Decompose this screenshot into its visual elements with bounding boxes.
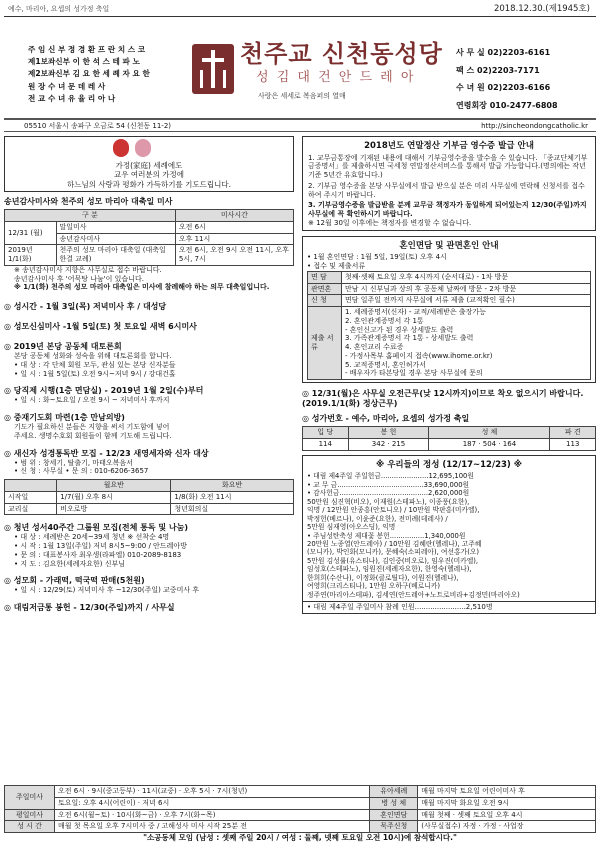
family-icon <box>113 139 129 157</box>
top-bar <box>4 3 596 17</box>
staff-list <box>28 44 188 105</box>
note: ※ 송년감사미사 지향은 사무실로 접수 바랍니다. <box>14 265 162 274</box>
right-column <box>302 136 596 614</box>
table-cell: 교리실 <box>5 503 57 515</box>
staff-line: 전 교 수 녀 유 율 리 아 나 <box>28 93 116 103</box>
staff-line: 제1보좌신부 이 한 석 스 테 파 노 <box>28 57 140 67</box>
doc-line: 3. 가족관계증명서 각 1통 - 상세발도 출력 <box>345 334 474 343</box>
family-icon <box>135 139 151 157</box>
table-cell: 오전 6시 <box>175 221 293 233</box>
table-cell: 342 · 215 <box>348 438 429 450</box>
staff-line: 주 임 신 부 정 경 환 프 란 치 스 코 <box>28 45 146 54</box>
staff-line: 원 장 수 녀 문 데 레 사 <box>28 81 106 91</box>
box-item: • 1월 혼인면담 : 1월 5일, 19일(토) 오후 4시 <box>307 253 447 262</box>
section-item: 주세요. 생명수호회 회원들이 함께 기도해 드립니다. <box>14 431 172 440</box>
table-cell: 관면혼 <box>308 283 342 295</box>
table-cell: 제출 서류 <box>308 307 342 380</box>
table-header: 미사시간 <box>175 210 293 222</box>
offer-line: 한희희(수산나), 이정화(클로틸다), 이원진(헬레나), <box>307 573 459 582</box>
table-cell: 1/8(화) 오전 11시 <box>171 491 294 503</box>
table-cell: 오전 6시, 오전 9시 오전 11시, 오후 5시, 7시 <box>175 245 293 266</box>
left-sections <box>4 302 294 476</box>
table-cell: 신 청 <box>308 295 342 307</box>
left-column <box>4 136 294 613</box>
section-item: 본당 공동체 성화와 성숙을 위해 대토론회를 합니다. <box>14 352 172 360</box>
section-item: • 일 시 : 12/29(토) 저녁미사 후 ~12/30(주일) 교중미사 후 <box>14 586 200 595</box>
table-cell: 성 시 간 <box>5 821 55 833</box>
greeting-line: 교우 여러분의 가정에 <box>114 170 184 180</box>
doc-line: 4. 혼인교리 수료증 <box>345 343 404 351</box>
section-title: ◎ 대림저금통 봉헌 - 12/30(주일)까지 / 사무실 <box>4 603 175 612</box>
docs-cell <box>342 307 591 380</box>
mass-table <box>4 209 294 266</box>
table-cell: 비오로방 <box>57 503 171 515</box>
table-cell: 병 성 체 <box>370 797 418 809</box>
offer-line: • 교 무 금........................................33,690,000원 <box>307 480 470 489</box>
issue-date: 2018.12.30.(제1945호) <box>493 4 590 14</box>
table-header: 입 당 <box>303 427 349 439</box>
table-header: 파 견 <box>550 427 596 439</box>
doc-line: 5. 교적증명서, 혼인허가서 <box>345 360 426 369</box>
section-title: ◎ 청년 성서40주간 그룹원 모집(전체 통독 및 나눔) <box>4 523 189 533</box>
section-title: ◎ 새신자 성경통독반 모집 - 12/23 새영세자와 신자 대상 <box>4 448 209 458</box>
doc-line: - 가정사목부 홈페이지 접속(www.ihome.or.kr) <box>345 351 493 360</box>
table-cell: 2019년 1/1(화) <box>5 245 57 266</box>
section-title: ◎ 2019년 본당 공동체 대토론회 <box>4 342 122 351</box>
section-item: • 범 위 : 창세기, 탈출기, 마태오복음서 <box>14 458 133 467</box>
attendance-line: • 대림 제4주일 주일미사 참례 인원.......................2,510명 <box>302 602 596 614</box>
offer-line: • 감사헌금.........................................2,620,000원 <box>307 489 470 498</box>
section-item: • 신 청 : 사무실 • 문 의 : 010-6206-3657 <box>14 467 149 476</box>
section-item: • 일 시 : 화~토요일 / 오전 9시 ~ 저녁미사 후까지 <box>14 396 170 405</box>
phone-line: 수 녀 원 02)2203-6166 <box>456 83 551 92</box>
doc-line: - 배우자가 타본당일 경우 본당 사무실에 문의 <box>345 369 483 378</box>
table-cell: 주일미사 <box>5 786 55 810</box>
table-cell: 면담 일주일 전까지 사무실에 서류 제출 (교적확인 필수) <box>342 295 591 307</box>
section-title: ◎ 성모회 - 가래떡, 떡국떡 판매(5천원) <box>4 576 145 586</box>
box-title: ※ 우리들의 정성 (12/17~12/23) ※ <box>375 459 523 470</box>
offer-line: • 주님성탄축성 제대꽃 봉헌................1,340,000원 <box>307 531 466 540</box>
table-header: 성 체 <box>429 427 550 439</box>
mass-title: 송년감사미사와 천주의 성모 마리아 대축일 미사 <box>4 197 173 206</box>
offer-line: (모니카), 박인화(모니카), 문혜숙(소피레아), 여선홍가(오) <box>307 548 480 557</box>
table-cell: 만남 시 신부님과 상의 후 공동체 날짜에 방문 - 2차 방문 <box>342 283 591 295</box>
section-item: • 문 의 : 대표봉사자 최우생(라파엘) 010-2089-8183 <box>14 550 182 559</box>
office-notice: ◎ 12/31(월)은 사무실 오전근무(낮 12시까지)이므로 착오 없으시기 바랍니다. (2019.1/1(화) 정상근무) <box>302 389 584 408</box>
section-item: • 대 상 : 세례받은 20세~39세 청년 ※ 선착순 4명 <box>14 533 170 542</box>
table-cell: 평일미사 <box>5 809 55 821</box>
table-header: 구 분 <box>5 210 176 222</box>
table-cell: 송년감사미사 <box>56 233 175 245</box>
phone-list <box>456 44 596 114</box>
note: ※ 1/1(화) 천주의 성모 마리아 대축일은 미사에 참례해야 하는 의무 대축일입니다. <box>14 283 270 292</box>
table-cell: 천주의 성모 마리아 대축일 (대축일 한결 교례) <box>56 245 175 266</box>
table-cell: 토요일: 오후 4시(어린이) · 저녁 6시 <box>55 797 370 809</box>
staff-line: 제2보좌신부 김 요 한 세 례 자 요 한 <box>28 69 150 79</box>
offer-line: 20만원 노종열(안드레아) / 10만원 김혜란(헬레나), 고주혜 <box>307 540 482 548</box>
section-item: • 일 시 : 1월 5일(토) 오전 9시~저녁 9시 / 강대건홀 <box>14 369 176 378</box>
wedding-table <box>307 271 591 380</box>
wedding-box <box>302 236 596 383</box>
table-cell: 오전 6시 · 9시(중고등부) · 11시(교중) · 오후 5시 · 7시(청년) <box>55 786 370 798</box>
table-cell: 말일미사 <box>56 221 175 233</box>
table-cell: (사무실접수) 자정 · 가정 · 사업장 <box>418 821 596 833</box>
doc-line: 1. 세례증명서(신자) - 교적/세례받은 출장가능 <box>345 308 486 316</box>
table-cell: 187 · 504 · 164 <box>429 438 550 450</box>
phone-line: 사 무 실 02)2203-6161 <box>456 48 551 57</box>
schedule-table-wrap <box>4 785 596 833</box>
table-cell: 면 담 <box>308 271 342 283</box>
address: 05510 서울시 송파구 오금로 54 (신천동 11-2) <box>24 122 172 130</box>
box-item: ※ 12월 30일 이후에는 책정자를 변경할 수 없습니다. <box>308 218 472 227</box>
greeting-line: 하느님의 사랑과 평화가 가득하기를 기도드립니다. <box>66 179 232 189</box>
section-title: ◎ 당직제 시행(1층 면담실) - 2019년 1월 2일(수)부터 <box>4 386 204 396</box>
table-cell: 유아세례 <box>370 786 418 798</box>
page-subtitle: 성 김 대 건 안 드 레 아 <box>256 70 416 85</box>
table-header: 봉 헌 <box>348 427 429 439</box>
section-title: ◎ 중재기도회 마련(1층 만남의방) <box>4 413 125 422</box>
offer-line: 5만원 심재영(아오스딩), 익명 <box>307 523 396 532</box>
table-cell: 오후 11시 <box>175 233 293 245</box>
table-cell: 매월 첫째 · 셋째 토요일 오후 4시 <box>418 809 596 821</box>
schedule-table <box>4 785 596 833</box>
table-cell: 묵주신청 <box>370 821 418 833</box>
table-cell: 청년회의실 <box>171 503 294 515</box>
feast-label: 예수, 마리아, 요셉의 성가정 축일 <box>8 5 110 13</box>
note: 송년감사미사 후 '어묵탕 나눔'이 있습니다. <box>14 274 144 283</box>
page-title: 천주교 신천동성당 <box>240 40 443 68</box>
table-cell: 매월 마지막 토요일 어린이미사 후 <box>418 786 596 798</box>
offering-box <box>302 455 596 603</box>
section-title: ◎ 성모신심미사 -1월 5일(토) 첫 토요일 새벽 6시미사 <box>4 322 197 331</box>
offer-line: 정주연(마리아스테파), 김세연(안드레아+노트로비라+김정민(마리아오) <box>307 590 520 599</box>
box-item: 1. 교무금통장에 기재된 내용에 대해서 기부금영수증을 발수을 수 있습니다. 「종교단체기부금증명서」를 제출하시면 국세청 연말정산서비스를 통해서 발급 가능합니다.(명의에는 작년 기준 5년간 유효합니다.) <box>308 153 588 180</box>
box-title: 혼인면담 및 관면혼인 안내 <box>399 240 499 251</box>
hymn-table <box>302 426 596 451</box>
table-cell: 오전 6시(월~토) · 10시(화~금) · 오후 7시(화~목) <box>55 809 370 821</box>
phone-line: 팩 스 02)2203-7171 <box>456 65 540 75</box>
address-bar <box>4 118 596 132</box>
box-item: 2. 기부금 영수증을 본당 사무실에서 발급 받으실 분은 미리 사무실에 연락해 신청서를 접수하여 주시기 바랍니다. <box>308 181 585 199</box>
section-item: • 지 도 : 김요한(세례자요한) 신부님 <box>14 559 125 568</box>
church-logo-icon <box>192 44 234 94</box>
class-schedule-table <box>4 479 294 515</box>
tax-receipt-box <box>302 136 596 231</box>
table-cell: 12/31 (월) <box>5 221 57 245</box>
doc-line: - 혼인신고가 된 경우 상세발도 출력 <box>345 325 454 334</box>
offer-line: 익명 / 12만원 안종흥(안토니오) / 10만원 박판흥(미카엘), <box>307 506 480 515</box>
website-link[interactable]: http://sincheondongcatholic.kr <box>481 122 588 130</box>
box-item: • 접수 및 제출서류 <box>307 262 366 270</box>
offer-line: 50만원 심진혁(비오), 이재원(스테파노), 이종풍(요한), <box>307 497 470 506</box>
table-cell: 매월 첫 목요일 오후 7시미사 중 / 고해성사 미사 시작 25분 전 <box>55 821 370 833</box>
table-header: 화요반 <box>171 480 294 492</box>
table-cell: 시작일 <box>5 491 57 503</box>
phone-line: 연령회장 010-2477-6808 <box>456 100 558 110</box>
slogan: 사랑은 세세로 복음퍼의 열매 <box>258 92 346 100</box>
offer-line: 박정헌(베르나), 이윤준(요한), 전미례(데레사) / <box>307 514 448 523</box>
footer-note: "소공동체 모임 (남성 : 셋째 주일 20시 / 여성 : 둘째, 넷째 토요일 오전 10시)에 참석합시다." <box>143 833 457 842</box>
offer-line: 임성호(스테파노), 임원진(세례자요한), 한영숙(헬레나), <box>307 565 472 574</box>
table-cell: 첫째·셋째 토요일 오후 4시까지 (순서대로) - 1차 방문 <box>342 271 591 283</box>
section-item: • 시 작 : 1월 13일(주일) 저녁 8시5~9:00 / 안드레아방 <box>14 542 187 550</box>
box-title: 2018년도 연말정산 기부금 영수증 발급 안내 <box>364 141 534 151</box>
greeting-box <box>4 136 294 192</box>
table-cell: 113 <box>550 438 596 450</box>
doc-line: 2. 혼인관계증명서 각 1통 <box>345 316 424 325</box>
table-header: 월요반 <box>57 480 171 492</box>
offer-line: 5만원 김성률(유스티나), 김인중(비오로), 임우진(미카엘), <box>307 556 479 565</box>
offer-line: 여영희(크리스티나), 1만원 오하구(베로니카) <box>307 582 441 591</box>
greeting-line: 가정(家庭) 세례에도 <box>115 161 183 170</box>
section-item: • 대 상 : 각 단체 회원 모두, 관심 있는 본당 신자분들 <box>14 360 176 369</box>
table-cell: 매월 마지막 화요일 오전 9시 <box>418 797 596 809</box>
section-item: 기도가 필요하신 분들은 지향을 써서 기도함에 넣어 <box>14 423 170 431</box>
table-cell: 114 <box>303 438 349 450</box>
section-title: ◎ 성시간 - 1월 3일(목) 저녁미사 후 / 대성당 <box>4 302 167 311</box>
table-header <box>5 480 57 492</box>
section-title: ◎ 성가번호 - 예수, 마리아, 요셉의 성가정 축일 <box>302 414 470 423</box>
table-cell: 1/7(월) 오후 8시 <box>57 491 171 503</box>
box-item: 3. 기부금영수증을 발급받을 분께 교무금 책정자가 동일하게 되어있는지 12/30(주일)까지 사무실에 꼭 확인하시기 바랍니다. <box>308 201 587 219</box>
table-cell: 혼인면담 <box>370 809 418 821</box>
offer-line: • 대림 제4주일 주일헌금......................12,695,100원 <box>307 472 474 481</box>
